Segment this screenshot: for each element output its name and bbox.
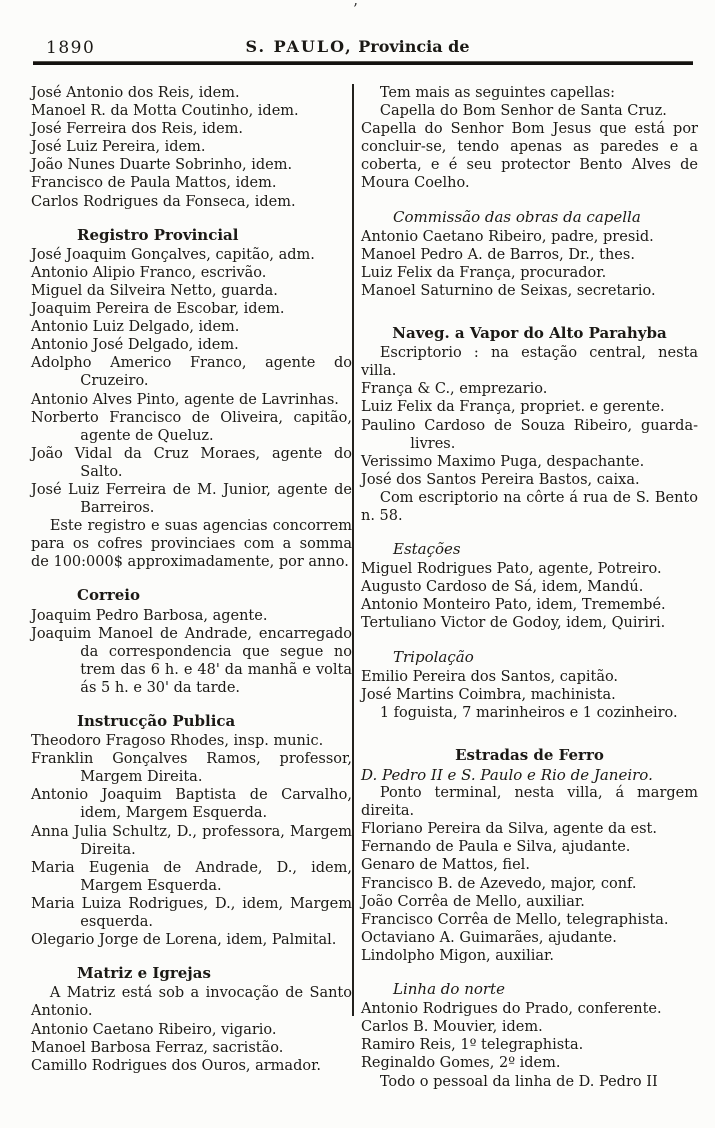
directory-entry: Maria Eugenia de Andrade, D., idem, Margem Esquerda.	[31, 859, 352, 894]
directory-entry: José Joaquim Gonçalves, capitão, adm.	[31, 246, 315, 263]
directory-entry: Verissimo Maximo Puga, despachante.	[361, 453, 645, 470]
directory-entry: José Ferreira dos Reis, idem.	[31, 121, 244, 138]
directory-entry: Antonio Caetano Ribeiro, padre, presid.	[361, 228, 654, 245]
header-subtitle: Provincia de	[358, 37, 470, 56]
directory-entry: Genaro de Mattos, fiel.	[361, 857, 530, 874]
directory-entry: Manoel R. da Motta Coutinho, idem.	[31, 103, 299, 120]
directory-entry: Antonio Luiz Delgado, idem.	[31, 319, 240, 336]
directory-entry: Antonio José Delgado, idem.	[31, 337, 239, 354]
directory-entry: Joaquim Pedro Barbosa, agente.	[31, 607, 268, 624]
section-heading: Instrucção Publica	[77, 712, 236, 730]
directory-entry: Luiz Felix da França, propriet. e gerente.	[361, 399, 665, 416]
directory-entry: Paulino Cardoso de Souza Ribeiro, guarda-livres.	[361, 417, 698, 452]
paragraph: Todo o pessoal da linha de D. Pedro II	[379, 1073, 658, 1090]
directory-entry: Francisco Corrêa de Mello, telegraphista.	[361, 911, 669, 928]
directory-entry: Antonio Rodrigues do Prado, conferente.	[361, 1001, 662, 1018]
section-heading: Estradas de Ferro	[455, 745, 604, 764]
directory-entry: Manoel Barbosa Ferraz, sacristão.	[31, 1039, 284, 1056]
directory-entry: Antonio Joaquim Baptista de Carvalho, idem, Margem Esquerda.	[31, 787, 352, 822]
directory-entry: Carlos Rodrigues da Fonseca, idem.	[31, 193, 296, 210]
directory-entry: Miguel Rodrigues Pato, agente, Potreiro.	[361, 561, 662, 578]
directory-entry: Antonio Alves Pinto, agente de Lavrinhas.	[31, 391, 339, 408]
directory-entry: Olegario Jorge de Lorena, idem, Palmital.	[31, 932, 337, 949]
directory-entry: Manoel Pedro A. de Barros, Dr., thes.	[361, 246, 635, 263]
directory-entry: Maria Luiza Rodrigues, D., idem, Margem esquerda.	[31, 895, 352, 931]
directory-entry: José Luiz Pereira, idem.	[31, 139, 206, 156]
directory-entry: Ramiro Reis, 1º telegraphista.	[361, 1037, 584, 1054]
paragraph: A Matriz está sob a invocação de Santo Antonio.	[31, 985, 352, 1020]
directory-entry: Antonio Alipio Franco, escrivão.	[31, 264, 267, 281]
directory-entry: João Corrêa de Mello, auxiliar.	[361, 893, 585, 910]
paragraph: Ponto terminal, nesta villa, á margem direita.	[361, 785, 698, 820]
directory-entry: França & C., emprezario.	[361, 381, 548, 398]
directory-entry: Floriano Pereira da Silva, agente da est.	[361, 821, 657, 838]
running-header	[0, 37, 715, 56]
directory-entry: João Nunes Duarte Sobrinho, idem.	[31, 157, 293, 174]
directory-entry: Emilio Pereira dos Santos, capitão.	[361, 668, 619, 685]
directory-entry: Francisco B. de Azevedo, major, conf.	[361, 875, 637, 892]
section-heading: Linha do norte	[393, 980, 505, 999]
section-heading: Matriz e Igrejas	[77, 964, 211, 983]
directory-entry: Miguel da Silveira Netto, guarda.	[31, 282, 278, 299]
directory-entry: Francisco de Paula Mattos, idem.	[31, 175, 277, 192]
section-heading: Estações	[393, 540, 461, 559]
paragraph: Com escriptorio na côrte á rua de S. Bento n. 58.	[361, 489, 698, 524]
directory-entry: Manoel Saturnino de Seixas, secretario.	[361, 282, 656, 299]
paragraph: Escriptorio : na estação central, nesta villa.	[361, 345, 698, 380]
header-rule	[33, 61, 693, 65]
directory-entry: Fernando de Paula e Silva, ajudante.	[361, 839, 631, 856]
directory-entry: Theodoro Fragoso Rhodes, insp. munic.	[31, 733, 324, 750]
header-title: S. PAULO,	[245, 37, 353, 56]
directory-entry: Octaviano A. Guimarães, ajudante.	[361, 929, 617, 946]
directory-entry: Norberto Francisco de Oliveira, capitão, agente de Queluz.	[31, 409, 352, 444]
directory-entry: Reginaldo Gomes, 2º idem.	[361, 1055, 561, 1072]
left-column	[31, 84, 352, 1075]
directory-entry: José dos Santos Pereira Bastos, caixa.	[361, 471, 640, 488]
section-heading: Commissão das obras da capella	[393, 207, 641, 226]
directory-entry: Joaquim Pereira de Escobar, idem.	[31, 301, 285, 318]
paragraph: Tem mais as seguintes capellas:	[379, 85, 616, 101]
scan-artifact-mark: ’	[353, 0, 358, 18]
directory-entry: Carlos B. Mouvier, idem.	[361, 1019, 543, 1036]
directory-entry: Tertuliano Victor de Godoy, idem, Quiriri.	[361, 615, 666, 632]
directory-entry: Camillo Rodrigues dos Ouros, armador.	[31, 1057, 322, 1074]
section-heading: D. Pedro II e S. Paulo e Rio de Janeiro.	[361, 766, 653, 784]
page-number: 1890	[46, 38, 96, 58]
paragraph: Este registro e suas agencias concorrem para os cofres provinciaes com a somma de 100:000$ approximadamente, por anno.	[31, 518, 352, 571]
directory-entry: José Martins Coimbra, machinista.	[361, 686, 616, 703]
directory-entry: Franklin Gonçalves Ramos, professor, Margem Direita.	[31, 751, 352, 786]
directory-entry: Antonio Caetano Ribeiro, vigario.	[31, 1021, 277, 1038]
directory-entry: Adolpho Americo Franco, agente do Cruzeiro.	[31, 355, 352, 390]
directory-entry: José Luiz Ferreira de M. Junior, agente de Barreiros.	[31, 481, 352, 517]
right-column	[361, 84, 698, 1091]
directory-entry: Joaquim Manoel de Andrade, encarregado da correspondencia que segue no trem das 6 h. e 48' da manhã e volta ás 5 h. e 30' da tarde.	[31, 625, 352, 696]
section-heading: Correio	[77, 586, 140, 605]
directory-entry: Antonio Monteiro Pato, idem, Tremembé.	[361, 597, 666, 614]
section-heading: Tripolação	[393, 647, 474, 666]
directory-entry: João Vidal da Cruz Moraes, agente do Salto.	[31, 445, 352, 480]
directory-entry: Anna Julia Schultz, D., professora, Margem Direita.	[31, 823, 352, 858]
paragraph: Capella do Bom Senhor de Santa Cruz.	[379, 103, 667, 120]
directory-entry: Lindolpho Migon, auxiliar.	[361, 947, 554, 964]
directory-entry: José Antonio dos Reis, idem.	[31, 85, 240, 101]
paragraph: 1 foguista, 7 marinheiros e 1 cozinheiro.	[379, 704, 678, 721]
section-heading: Registro Provincial	[77, 225, 239, 244]
paragraph: Capella do Senhor Bom Jesus que está por concluir-se, tendo apenas as paredes e a coberta, e é seu protector Bento Alves de Moura Coelho.	[361, 121, 698, 192]
directory-entry: Luiz Felix da França, procurador.	[361, 264, 607, 281]
section-heading: Naveg. a Vapor do Alto Parahyba	[392, 324, 667, 343]
column-divider	[352, 84, 354, 1016]
directory-entry: Augusto Cardoso de Sá, idem, Mandú.	[361, 579, 644, 596]
